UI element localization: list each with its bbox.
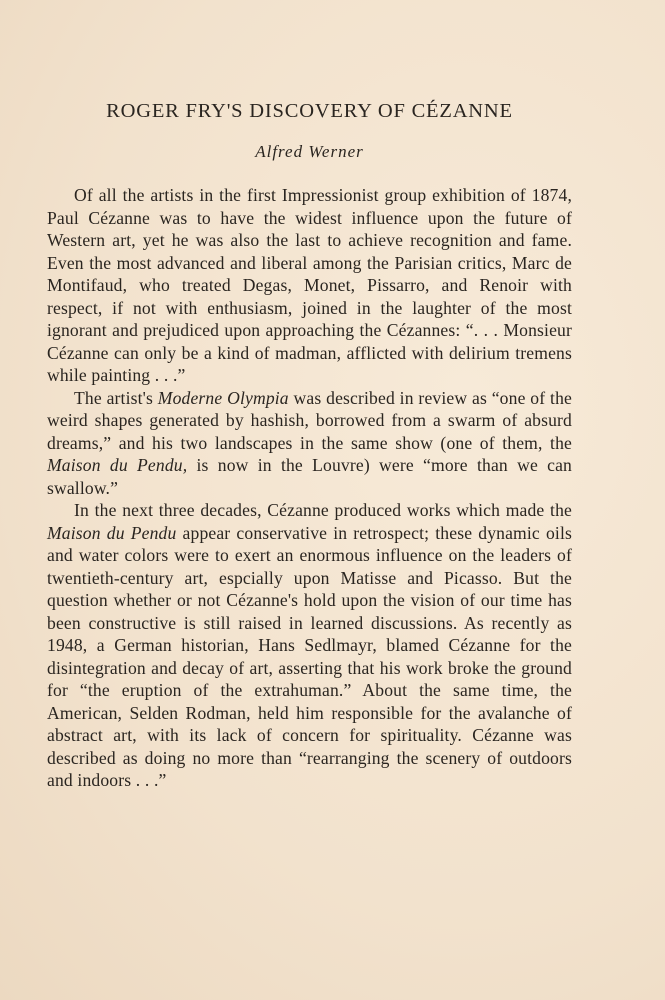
paragraph-3-run: appear conservative in retrospect; these dynamic oils and water colors were to exert an enormous influence on the leaders of twentieth-century art, espcially upon Matisse and Picasso. But the question whether or not Cézanne's hold upon the vision of our time has been constructive is still raised in learned discussions. As recently as 1948, a German historian, Hans Sedlmayr, blamed Cézanne for the disintegration and decay of art, asserting that his work broke the ground for “the eruption of the extrahuman.” About the same time, the American, Selden Rodman, held him responsible for the avalanche of abstract art, with its lack of concern for spirituality. Cézanne was described as doing no more than “rearranging the scenery of outdoors and indoors . . .” <box>47 522 572 790</box>
paragraph-2-run: is now in the Louvre) were “more than we can swallow.” <box>47 455 572 498</box>
article-title: ROGER FRY'S DISCOVERY OF CÉZANNE <box>106 100 513 122</box>
artwork-title-moderne-olympia: Moderne Olympia <box>157 387 289 408</box>
paragraph-3-run: In the next three decades, Cézanne produced works which made the <box>74 500 572 520</box>
paragraph-3 <box>47 499 572 792</box>
artwork-title-maison-du-pendu: Maison du Pendu, <box>47 455 188 475</box>
paragraph-2-run: was described in review as “one of the weird shapes generated by hashish, borrowed from a swarm of absurd dreams,” and his two landscapes in the same show (one of them, the <box>47 387 572 453</box>
article-body <box>47 184 572 792</box>
article-author: Alfred Werner <box>255 142 364 161</box>
page <box>47 96 572 792</box>
artwork-title-maison-du-pendu: Maison du Pendu <box>47 522 177 543</box>
paragraph-2 <box>47 387 572 500</box>
paragraph-1 <box>47 184 572 387</box>
paragraph-1-run: Of all the artists in the first Impressionist group exhibition of 1874, Paul Cézanne was to have the widest influence upon the future of Western art, yet he was also the last to achieve recognition and fame. Even the most advanced and liberal among the Parisian critics, Marc de Montifaud, who treated Degas, Monet, Pissarro, and Renoir with respect, if not with enthusiasm, joined in the laughter of the most ignorant and prejudiced upon approaching the Cézannes: “. . . Monsieur Cézanne can only be a kind of madman, afflicted with delirium tremens while painting . . .” <box>47 185 572 385</box>
paragraph-2-run: The artist's <box>74 387 158 408</box>
